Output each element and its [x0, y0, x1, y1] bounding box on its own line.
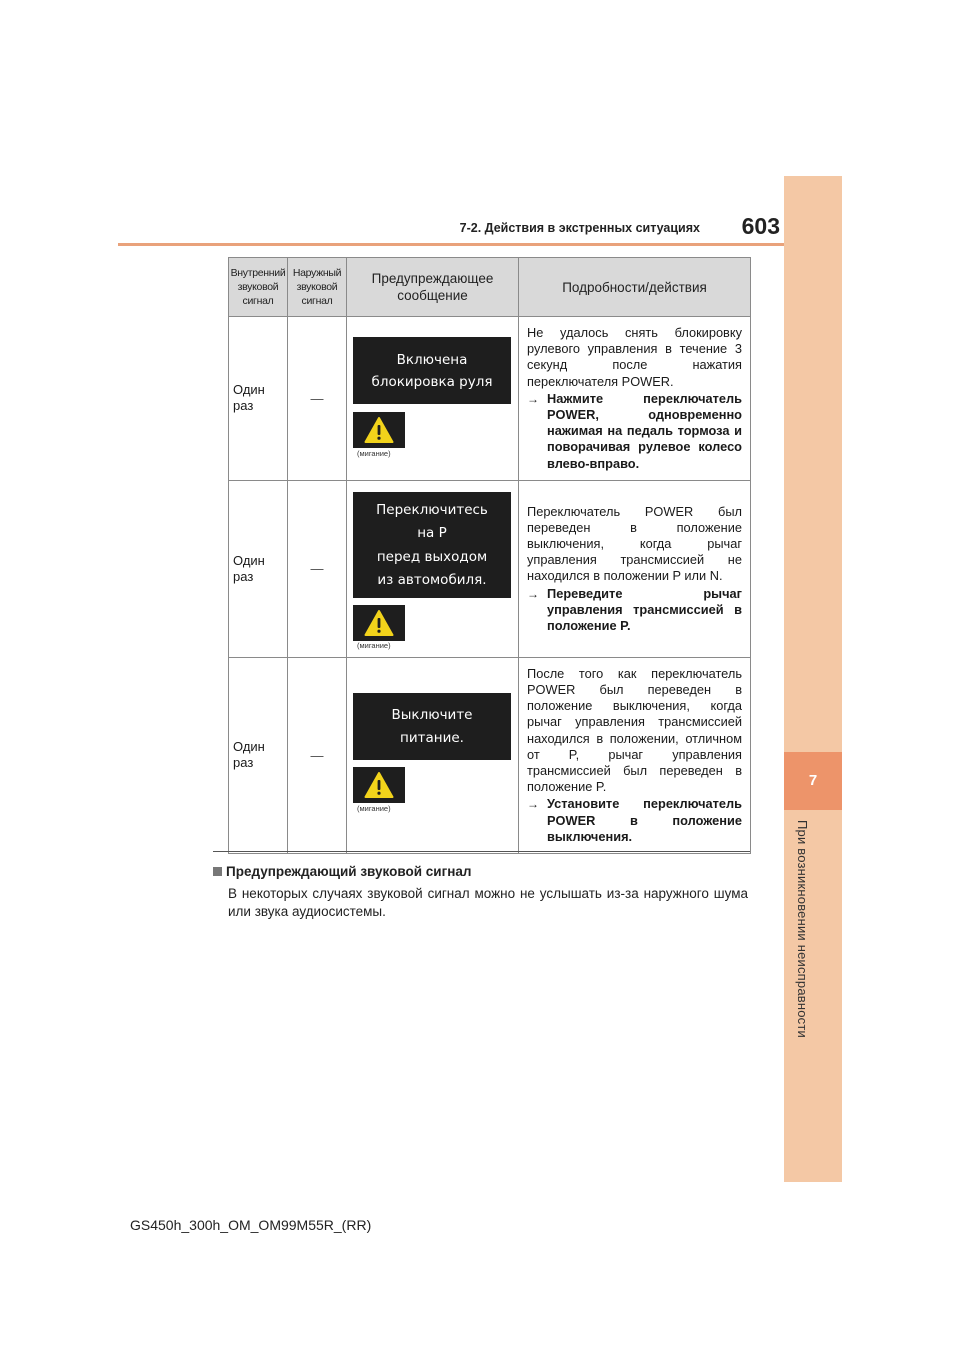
warning-table	[228, 257, 751, 854]
table-header-row	[229, 258, 751, 317]
details-action-text: Установите переключатель POWER в положение выключения.	[547, 796, 742, 844]
arrow-right-icon: →	[527, 797, 539, 812]
message-line: Включена	[396, 352, 468, 368]
note-heading-text: Предупреждающий звуковой сигнал	[226, 864, 472, 879]
page-number: 603	[741, 213, 780, 239]
message-cell	[347, 317, 519, 481]
square-bullet-icon	[213, 867, 222, 876]
details-cell	[519, 317, 751, 481]
details-description: Переключатель POWER был переведен в положение выключения, когда рычаг управления трансмиссией не находился в положении P или N.	[527, 503, 742, 584]
table-row	[229, 317, 751, 481]
message-display	[353, 337, 511, 404]
blink-label: (мигание)	[357, 803, 391, 813]
chapter-number: 7	[784, 752, 842, 810]
blink-label: (мигание)	[357, 640, 391, 650]
warning-triangle-icon	[364, 609, 394, 637]
message-line: питание.	[400, 729, 464, 746]
table-row	[229, 480, 751, 657]
external-signal-cell: —	[288, 480, 347, 657]
blink-label: (мигание)	[357, 449, 391, 458]
external-signal-cell: —	[288, 317, 347, 481]
message-line: на P	[417, 525, 447, 542]
header-rule	[118, 243, 784, 246]
note-text: В некоторых случаях звуковой сигнал можно не услышать из-за наружного шума или звука аудиосистемы.	[228, 886, 748, 919]
message-display	[353, 693, 511, 760]
warning-triangle-icon	[364, 416, 394, 444]
details-cell	[519, 657, 751, 853]
column-header-internal: Внутренний звуковой сигнал	[229, 258, 288, 317]
internal-signal-cell: Один раз	[229, 317, 288, 481]
internal-signal-cell: Один раз	[229, 657, 288, 853]
details-action	[527, 796, 742, 845]
warning-triangle-icon	[364, 771, 394, 799]
external-signal-cell: —	[288, 657, 347, 853]
details-action	[527, 586, 742, 635]
details-action	[527, 391, 742, 472]
details-cell	[519, 480, 751, 657]
details-description: После того как переключатель POWER был переведен в положение выключения, когда рычаг управления трансмиссией находился в положении, отличном от P, рычаг управления трансмиссией был переведен в положение P.	[527, 665, 742, 795]
details-action-text: Переведите рычаг управления трансмиссией в положение P.	[547, 585, 742, 633]
message-cell	[347, 480, 519, 657]
message-display	[353, 492, 511, 598]
message-cell	[347, 657, 519, 853]
details-action-text: Нажмите переключатель POWER, одновременно нажимая на педаль тормоза и поворачивая рулевое колесо влево-вправо.	[547, 390, 742, 471]
section-divider	[213, 851, 750, 852]
warning-indicator	[353, 767, 405, 803]
note-heading	[213, 864, 471, 879]
message-line: перед выходом	[376, 548, 488, 565]
chapter-title: При возникновении неисправности	[795, 820, 810, 1038]
message-line: Выключите	[391, 706, 473, 723]
column-header-external: Наружный звуковой сигнал	[288, 258, 347, 317]
details-description: Не удалось снять блокировку рулевого управления в течение 3 секунд после нажатия переключателя POWER.	[527, 325, 742, 389]
column-header-message: Предупреждающее сообщение	[347, 258, 519, 317]
table-row	[229, 657, 751, 853]
column-header-details: Подробности/действия	[519, 258, 751, 317]
warning-indicator	[353, 412, 405, 448]
arrow-right-icon: →	[527, 391, 539, 406]
internal-signal-cell: Один раз	[229, 480, 288, 657]
section-title: 7-2. Действия в экстренных ситуациях	[459, 221, 700, 235]
arrow-right-icon: →	[527, 586, 539, 601]
message-line: блокировка руля	[371, 374, 493, 390]
footer-code: GS450h_300h_OM_OM99M55R_(RR)	[130, 1217, 372, 1233]
message-line: Переключитесь	[376, 501, 488, 518]
warning-indicator	[353, 605, 405, 641]
message-line: из автомобиля.	[377, 572, 487, 589]
